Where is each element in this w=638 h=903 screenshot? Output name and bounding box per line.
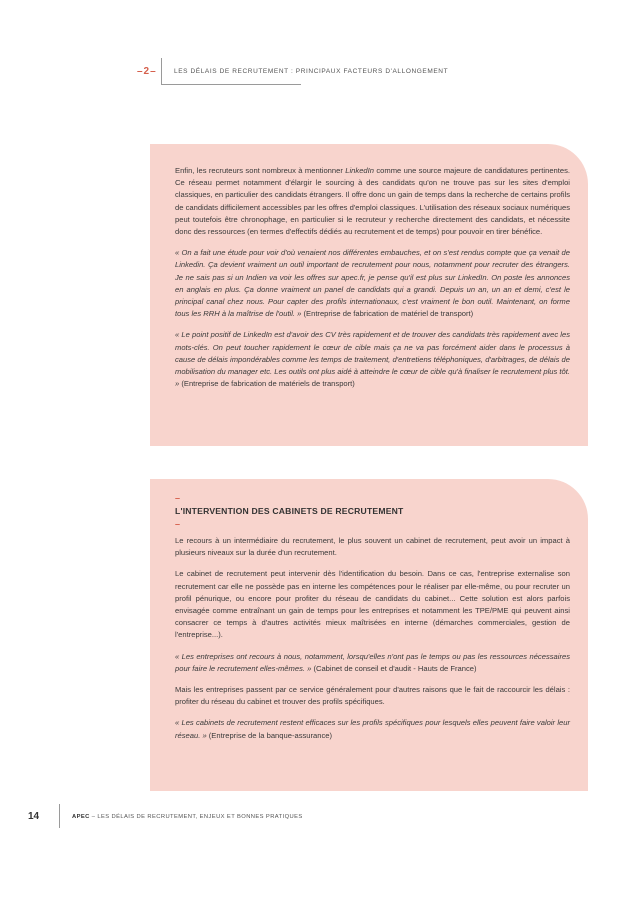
footer-text: APEC – LES DÉLAIS DE RECRUTEMENT, ENJEUX ET BONNES PRATIQUES [72,814,303,820]
cabinets-quote-1: « Les entreprises ont recours à nous, notamment, lorsqu'elles n'ont pas le temps ou pas les ressources nécessaires pour faire le recrutement elles-mêmes. » (Cabinet de conseil et d'audit - Hauts de France) [175,651,570,673]
section-dash-top: – [175,493,181,503]
section-dash-bottom: – [175,519,181,529]
page-number: 14 [28,811,40,822]
cabinets-quote-2: « Les cabinets de recrutement restent efficaces sur les profils spécifiques pour lesquels elles peuvent faire valoir leur réseau. » (Entreprise de la banque-assurance) [175,718,570,740]
linkedin-quote-2: « Le point positif de LinkedIn est d'avoir des CV très rapidement et de trouver des candidats très rapidement avec les mots-clés. On peut toucher rapidement le cœur de cible mais ça ne va pas forcément aider dans le processus à cause de délais impondérables comme les temps de traitement, d'entretiens téléphoniques, d'arbitrages, de délais de mobilisation du manager etc. Les outils ont plus aidé à atteindre le cœur de cible qu'à finaliser le recrutement plus tôt. » (Entreprise de fabrication de matériels de transport) [175,330,570,389]
cabinets-paragraph-1: Le recours à un intermédiaire du recrutement, le plus souvent un cabinet de recrutement, peut avoir un impact à plusieurs niveaux sur la durée d'un recrutement. [175,536,570,558]
linkedin-content [175,165,570,399]
cabinets-content [175,493,570,751]
linkedin-paragraph: Enfin, les recruteurs sont nombreux à mentionner LinkedIn comme une source majeure de candidatures pertinentes. Ce réseau permet notamment d'élargir le sourcing à des candidats qu'on ne trouve pas sur les sites d'emploi classiques, en particulier des candidats étrangers. Il offre donc un gain de temps dans la recherche de certains profils de candidats difficilement accessibles par les offres d'emploi classiques. L'utilisation des réseaux sociaux numériques peut toutefois être chronophage, en particulier si le recruteur y recherche directement des candidats, et nécessite donc des ressources (en termes d'effectifs dédiés au recrutement et de temps) pour pouvoir en tirer bénéfice. [175,166,570,237]
footer-divider [59,804,60,828]
header-divider [161,58,162,84]
header-underline [161,84,301,85]
page-header-title: LES DÉLAIS DE RECRUTEMENT : PRINCIPAUX FACTEURS D'ALLONGEMENT [174,68,449,75]
linkedin-quote-1: « On a fait une étude pour voir d'où venaient nos différentes embauches, et on s'est rendus compte que ça venait de Linkedin. Ça devient vraiment un outil important de recrutement pour nous, notamment pour recruter des étrangers. Je ne sais pas si un Indien va voir les offres sur apec.fr, je pense qu'il est plus sur LinkedIn. On poste les annonces en anglais en plus. Ça donne vraiment un panel de candidats qui a grandi. Depuis un an, un an et demi, c'est le principal canal chez nous. Pour capter des profils internationaux, c'est vraiment le bon outil. Maintenant, on forme tous les RRH à la maîtrise de l'outil. » (Entreprise de fabrication de matériel de transport) [175,248,570,319]
cabinets-paragraph-3: Mais les entreprises passent par ce service généralement pour d'autres raisons que le fait de raccourcir les délais : profiter du réseau du cabinet et trouver des profils spécifiques. [175,685,570,707]
cabinets-paragraph-2: Le cabinet de recrutement peut intervenir dès l'identification du besoin. Dans ce cas, l'entreprise externalise son recrutement car elle ne possède pas en interne les compétences pour le réaliser par elle-même, ou pour recruter un profil pénurique, ou encore pour profiter du réseau de candidats du cabinet... Cette solution est alors parfois envisagée comme entraînant un gain de temps pour les entreprises et notamment les TPE/PME qui peuvent ainsi consacrer ce temps à d'autres activités mieux maîtrisées en interne (démarches commerciales, gestion de l'entreprise...). [175,569,570,640]
section-title: L'INTERVENTION DES CABINETS DE RECRUTEMENT [175,506,404,516]
page-header-number: –2– [137,66,157,77]
